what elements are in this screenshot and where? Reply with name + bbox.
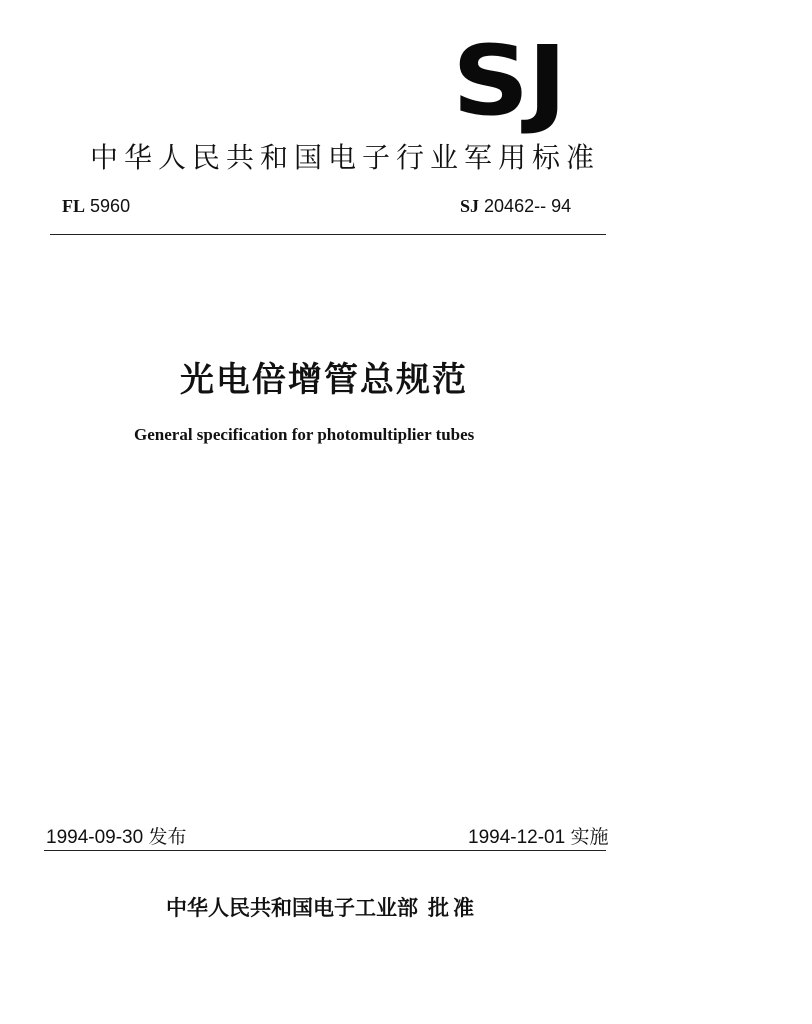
classification-number: 5960 <box>90 196 131 216</box>
classification-prefix: FL <box>62 196 86 216</box>
top-divider <box>50 234 606 235</box>
standard-number-value: 20462-- 94 <box>484 196 572 216</box>
issue-date: 1994-09-30 发布 <box>46 827 187 848</box>
classification-code <box>62 196 130 217</box>
approving-body: 中华人民共和国电子工业部 <box>166 896 418 920</box>
standard-prefix: SJ <box>460 196 480 216</box>
document-title-chinese: 光电倍增管总规范 <box>180 360 468 400</box>
standard-number <box>460 196 571 217</box>
issuer-heading: 中华人民共和国电子行业军用标准 <box>90 141 601 174</box>
implementation-date: 1994-12-01 实施 <box>468 827 609 848</box>
bottom-divider <box>44 850 606 851</box>
sj-logo: SJ <box>452 25 565 137</box>
document-title-english: General specification for photomultiplier tubes <box>134 425 475 444</box>
approval-word: 批准 <box>428 896 478 920</box>
